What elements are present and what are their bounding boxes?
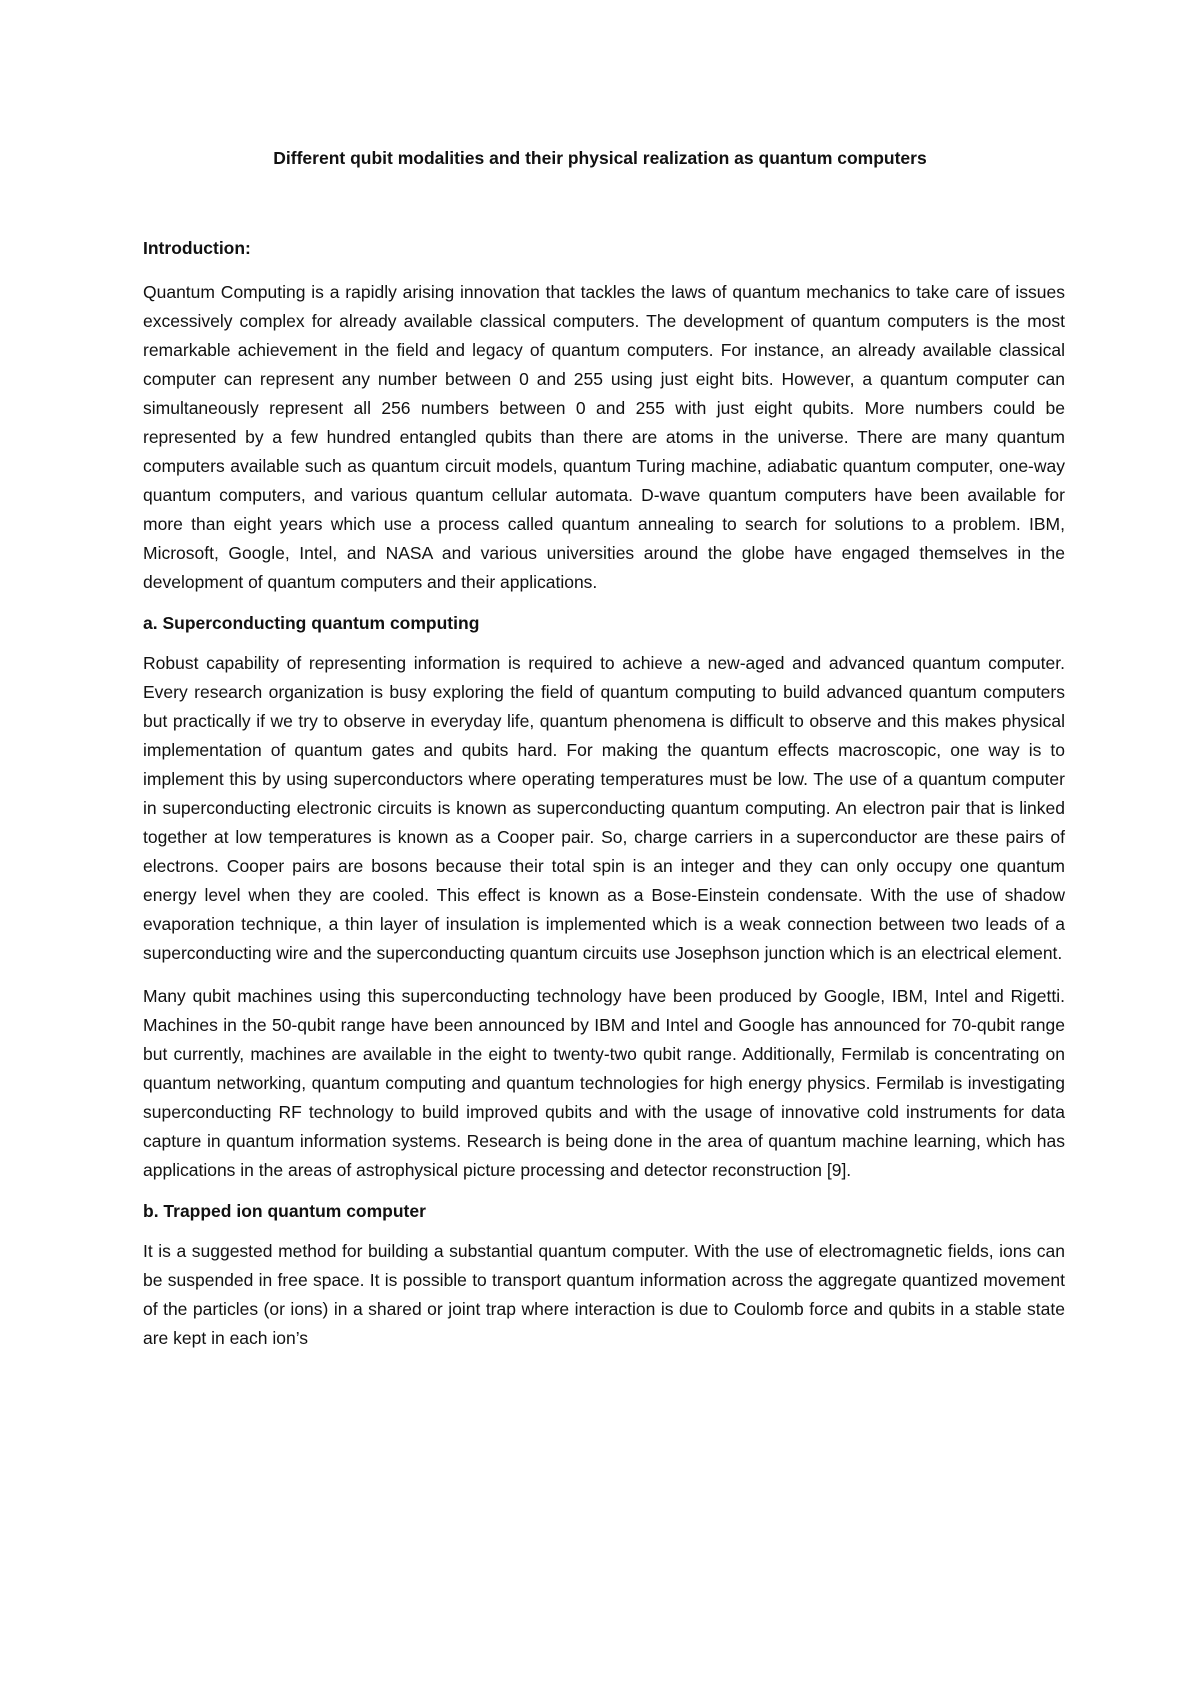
introduction-paragraph: Quantum Computing is a rapidly arising innovation that tackles the laws of quantum mechanics to take care of issues excessively complex for already available classical computers. The development of quantum computers is the most remarkable achievement in the field and legacy of quantum computers. For instance, an already available classical computer can represent any number between 0 and 255 using just eight bits. However, a quantum computer can simultaneously represent all 256 numbers between 0 and 255 with just eight qubits. More numbers could be represented by a few hundred entangled qubits than there are atoms in the universe. There are many quantum computers available such as quantum circuit models, quantum Turing machine, adiabatic quantum computer, one-way quantum computers, and various quantum cellular automata. D-wave quantum computers have been available for more than eight years which use a process called quantum annealing to search for solutions to a problem. IBM, Microsoft, Google, Intel, and NASA and various universities around the globe have engaged themselves in the development of quantum computers and their applications. [143, 282, 1065, 592]
document-title: Different qubit modalities and their physical realization as quantum computers [273, 148, 927, 168]
document-body [143, 236, 1065, 1367]
introduction-heading: Introduction: [143, 238, 251, 258]
section-a-heading: a. Superconducting quantum computing [143, 613, 480, 633]
section-b-heading: b. Trapped ion quantum computer [143, 1201, 426, 1221]
section-b-paragraph-1: It is a suggested method for building a substantial quantum computer. With the use of electromagnetic fields, ions can be suspended in free space. It is possible to transport quantum information across the aggregate quantized movement of the particles (or ions) in a shared or joint trap where interaction is due to Coulomb force and qubits in a stable state are kept in each ion’s [143, 1241, 1065, 1348]
section-a-paragraph-1: Robust capability of representing information is required to achieve a new-aged and advanced quantum computer. Every research organization is busy exploring the field of quantum computing to build advanced quantum computers but practically if we try to observe in everyday life, quantum phenomena is difficult to observe and this makes physical implementation of quantum gates and qubits hard. For making the quantum effects macroscopic, one way is to implement this by using superconductors where operating temperatures must be low. The use of a quantum computer in superconducting electronic circuits is known as superconducting quantum computing. An electron pair that is linked together at low temperatures is known as a Cooper pair. So, charge carriers in a superconductor are these pairs of electrons. Cooper pairs are bosons because their total spin is an integer and they can only occupy one quantum energy level when they are cooled. This effect is known as a Bose-Einstein condensate. With the use of shadow evaporation technique, a thin layer of insulation is implemented which is a weak connection between two leads of a superconducting wire and the superconducting quantum circuits use Josephson junction which is an electrical element. [143, 653, 1065, 963]
section-a-paragraph-2: Many qubit machines using this superconducting technology have been produced by Google, IBM, Intel and Rigetti. Machines in the 50-qubit range have been announced by IBM and Intel and Google has announced for 70-qubit range but currently, machines are available in the eight to twenty-two qubit range. Additionally, Fermilab is concentrating on quantum networking, quantum computing and quantum technologies for high energy physics. Fermilab is investigating superconducting RF technology to build improved qubits and with the usage of innovative cold instruments for data capture in quantum information systems. Research is being done in the area of quantum machine learning, which has applications in the areas of astrophysical picture processing and detector reconstruction [9]. [143, 986, 1065, 1180]
